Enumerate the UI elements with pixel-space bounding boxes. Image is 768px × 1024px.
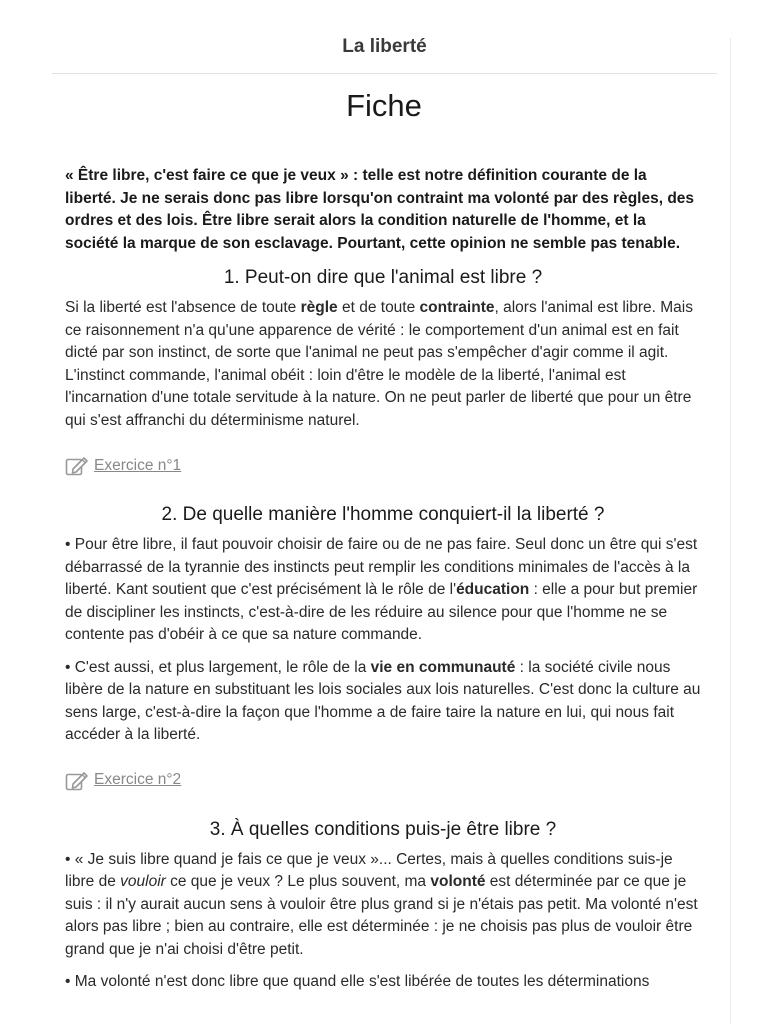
exercise-label[interactable]: Exercice n°2 [94,771,182,789]
italic-text: vouloir [120,873,166,890]
text: est déterminée par ce que je suis : il n'y aurait aucun sens à vouloir être plus grand si je n'étais pas petit. Ma volonté n'est alors pas libre ; bien au contraire, elle est déterminée : je ne choisis pas plus de vouloir être grand que je n'ai choisi d'être petit. [65,873,698,958]
exercise-label[interactable]: Exercice n°1 [94,456,182,474]
bold-text: volonté [430,873,486,890]
text: et de toute [337,299,420,316]
section-heading-2: 2. De quelle manière l'homme conquiert-il la liberté ? [161,504,605,525]
exercise-link-1[interactable] [65,454,701,478]
text: • « Je suis libre quand je fais ce que je veux »... Certes, mais à quelles conditions suis-je libre de [65,850,673,890]
text: ce que je veux ? Le plus souvent, ma [165,873,431,890]
section-2-paragraph-2 [65,657,701,747]
bold-text: éducation [456,581,530,598]
section-2-paragraph-1 [65,534,701,647]
bold-text: contrainte [419,299,495,316]
section-heading-1: 1. Peut-on dire que l'animal est libre ? [223,267,543,288]
exercise-link-2[interactable] [65,769,701,793]
text: : la société civile nous libère de la nature en substituant les lois sociales aux lois naturelles. C'est donc la culture au sens large, c'est-à-dire la façon que l'homme a de faire taire la nature en lui, qui nous fait accéder à la liberté. [65,658,701,743]
bold-text: règle [300,299,338,316]
intro-paragraph: « Être libre, c'est faire ce que je veux » : telle est notre définition courante de la liberté. Je ne serais donc pas libre lorsqu'on contraint ma volonté par des règles, des ordres et des lois. Être libre serait alors la condition naturelle de l'homme, et la société la marque de son esclavage. Pourtant, cette opinion ne semble pas tenable. [65,167,695,252]
header [52,0,717,74]
section-1-paragraph [65,297,701,432]
section-3-paragraph-1 [65,849,701,962]
text: • C'est aussi, et plus largement, le rôle de la [65,658,371,676]
text: : elle a pour but premier de discipliner les instincts, c'est-à-dire de les réduire au silence pour que l'homme ne se contente pas d'obéir à ce que sa nature commande. [65,581,698,643]
content [65,165,701,1004]
page-title: Fiche [346,88,422,123]
header-title: La liberté [342,36,427,57]
edit-icon [65,770,89,792]
text: • Pour être libre, il faut pouvoir choisir de faire ou de ne pas faire. Seul donc un être qui s'est débarrassé de la tyrannie des instincts peut remplir les conditions minimales de l'accès à la liberté. Kant soutient que c'est précisément là le rôle de l' [65,536,698,598]
text: , alors l'animal est libre. Mais ce raisonnement n'a qu'une apparence de vérité : le comportement d'un animal est en fait dicté par son instinct, de sorte que l'animal ne peut pas s'empêcher d'agir comme il agit. L'instinct commande, l'animal obéit : loin d'être le modèle de la liberté, l'animal est l'incarnation d'une totale servitude à la nature. On ne peut parler de liberté que pour un être qui s'est affranchi du déterminisme naturel. [65,299,693,429]
bold-text: vie en communauté [370,658,516,676]
edit-icon [65,455,89,477]
right-border [730,38,731,1024]
text: Si la liberté est l'absence de toute [65,299,301,316]
section-heading-3: 3. À quelles conditions puis-je être libre ? [209,818,557,840]
section-3-paragraph-2: • Ma volonté n'est donc libre que quand elle s'est libérée de toutes les déterminations [65,973,650,990]
